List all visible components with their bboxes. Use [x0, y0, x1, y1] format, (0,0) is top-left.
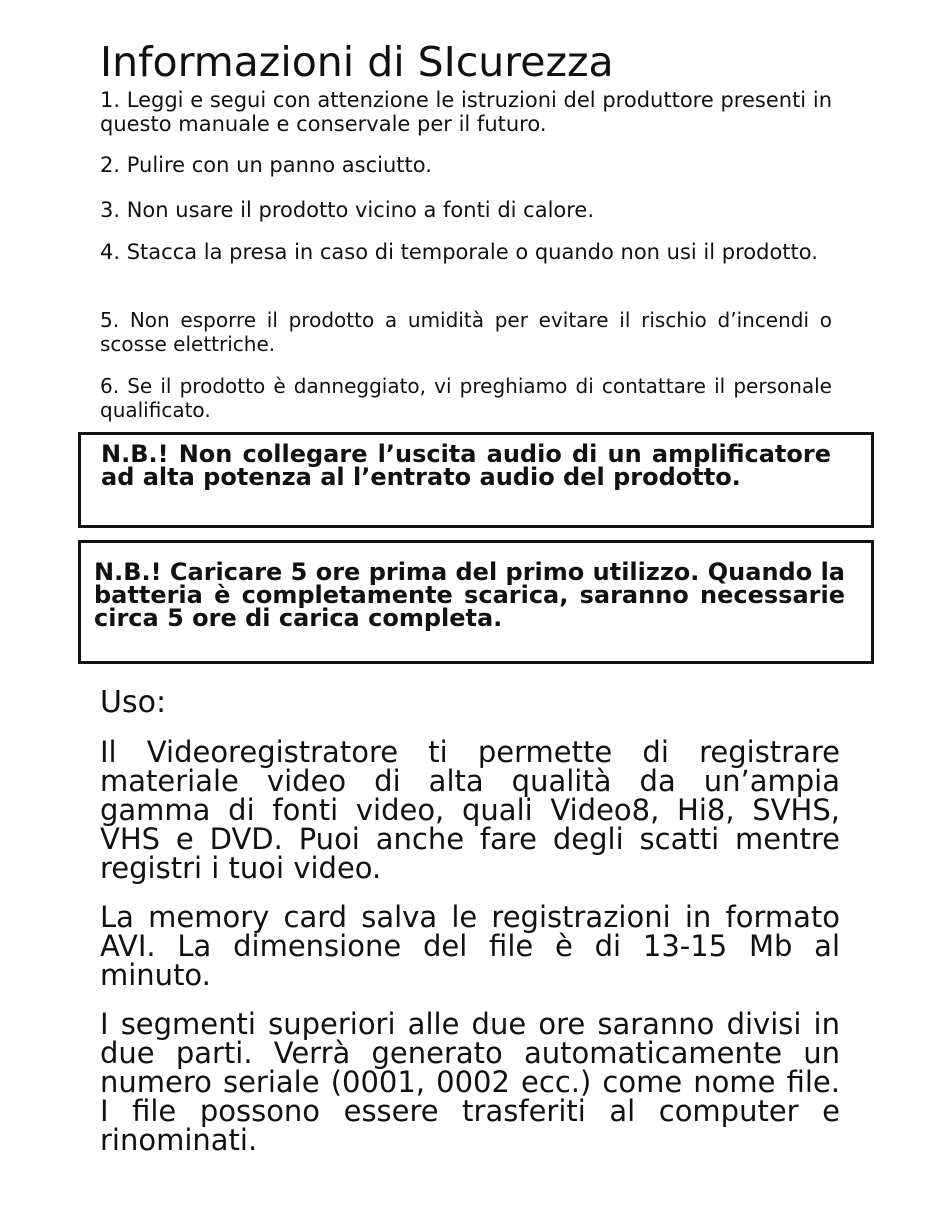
safety-item-3: 3. Non usare il prodotto vicino a fonti di calore. [100, 198, 595, 222]
usage-paragraph-3: I segmenti superiori alle due ore saranno divisi in due parti. Verrà generato automaticamente un numero seriale (0001, 0002 ecc.) come nome file. I file possono essere trasferiti al computer e rinominati. [100, 1007, 840, 1157]
safety-item-4: 4. Stacca la presa in caso di temporale o quando non usi il prodotto. [100, 240, 818, 264]
note-amplifier-text: N.B.! Non collegare l’uscita audio di un amplificatore ad alta potenza al l’entrato audio del prodotto. [101, 440, 831, 491]
note-charging-text: N.B.! Caricare 5 ore prima del primo utilizzo. Quando la batteria è completamente scarica, saranno necessarie circa 5 ore di carica completa. [94, 558, 845, 632]
safety-item-5: 5. Non esporre il prodotto a umidità per evitare il rischio d’incendi o scosse elettriche. [100, 308, 832, 356]
safety-item-6: 6. Se il prodotto è danneggiato, vi preghiamo di contattare il personale qualificato. [100, 374, 832, 422]
page-title: Informazioni di SIcurezza [100, 38, 614, 86]
note-box-amplifier [78, 432, 874, 528]
usage-paragraph-2: La memory card salva le registrazioni in formato AVI. La dimensione del file è di 13-15 Mb al minuto. [100, 900, 840, 992]
usage-heading: Uso: [100, 685, 167, 720]
safety-item-2: 2. Pulire con un panno asciutto. [100, 153, 432, 177]
safety-item-1: 1. Leggi e segui con attenzione le istruzioni del produttore presenti in questo manuale e conservale per il futuro. [100, 88, 832, 136]
note-box-charging [78, 540, 874, 664]
usage-paragraph-1: Il Videoregistratore ti permette di registrare materiale video di alta qualità da un’ampia gamma di fonti video, quali Video8, Hi8, SVHS, VHS e DVD. Puoi anche fare degli scatti mentre registri i tuoi video. [100, 735, 840, 885]
